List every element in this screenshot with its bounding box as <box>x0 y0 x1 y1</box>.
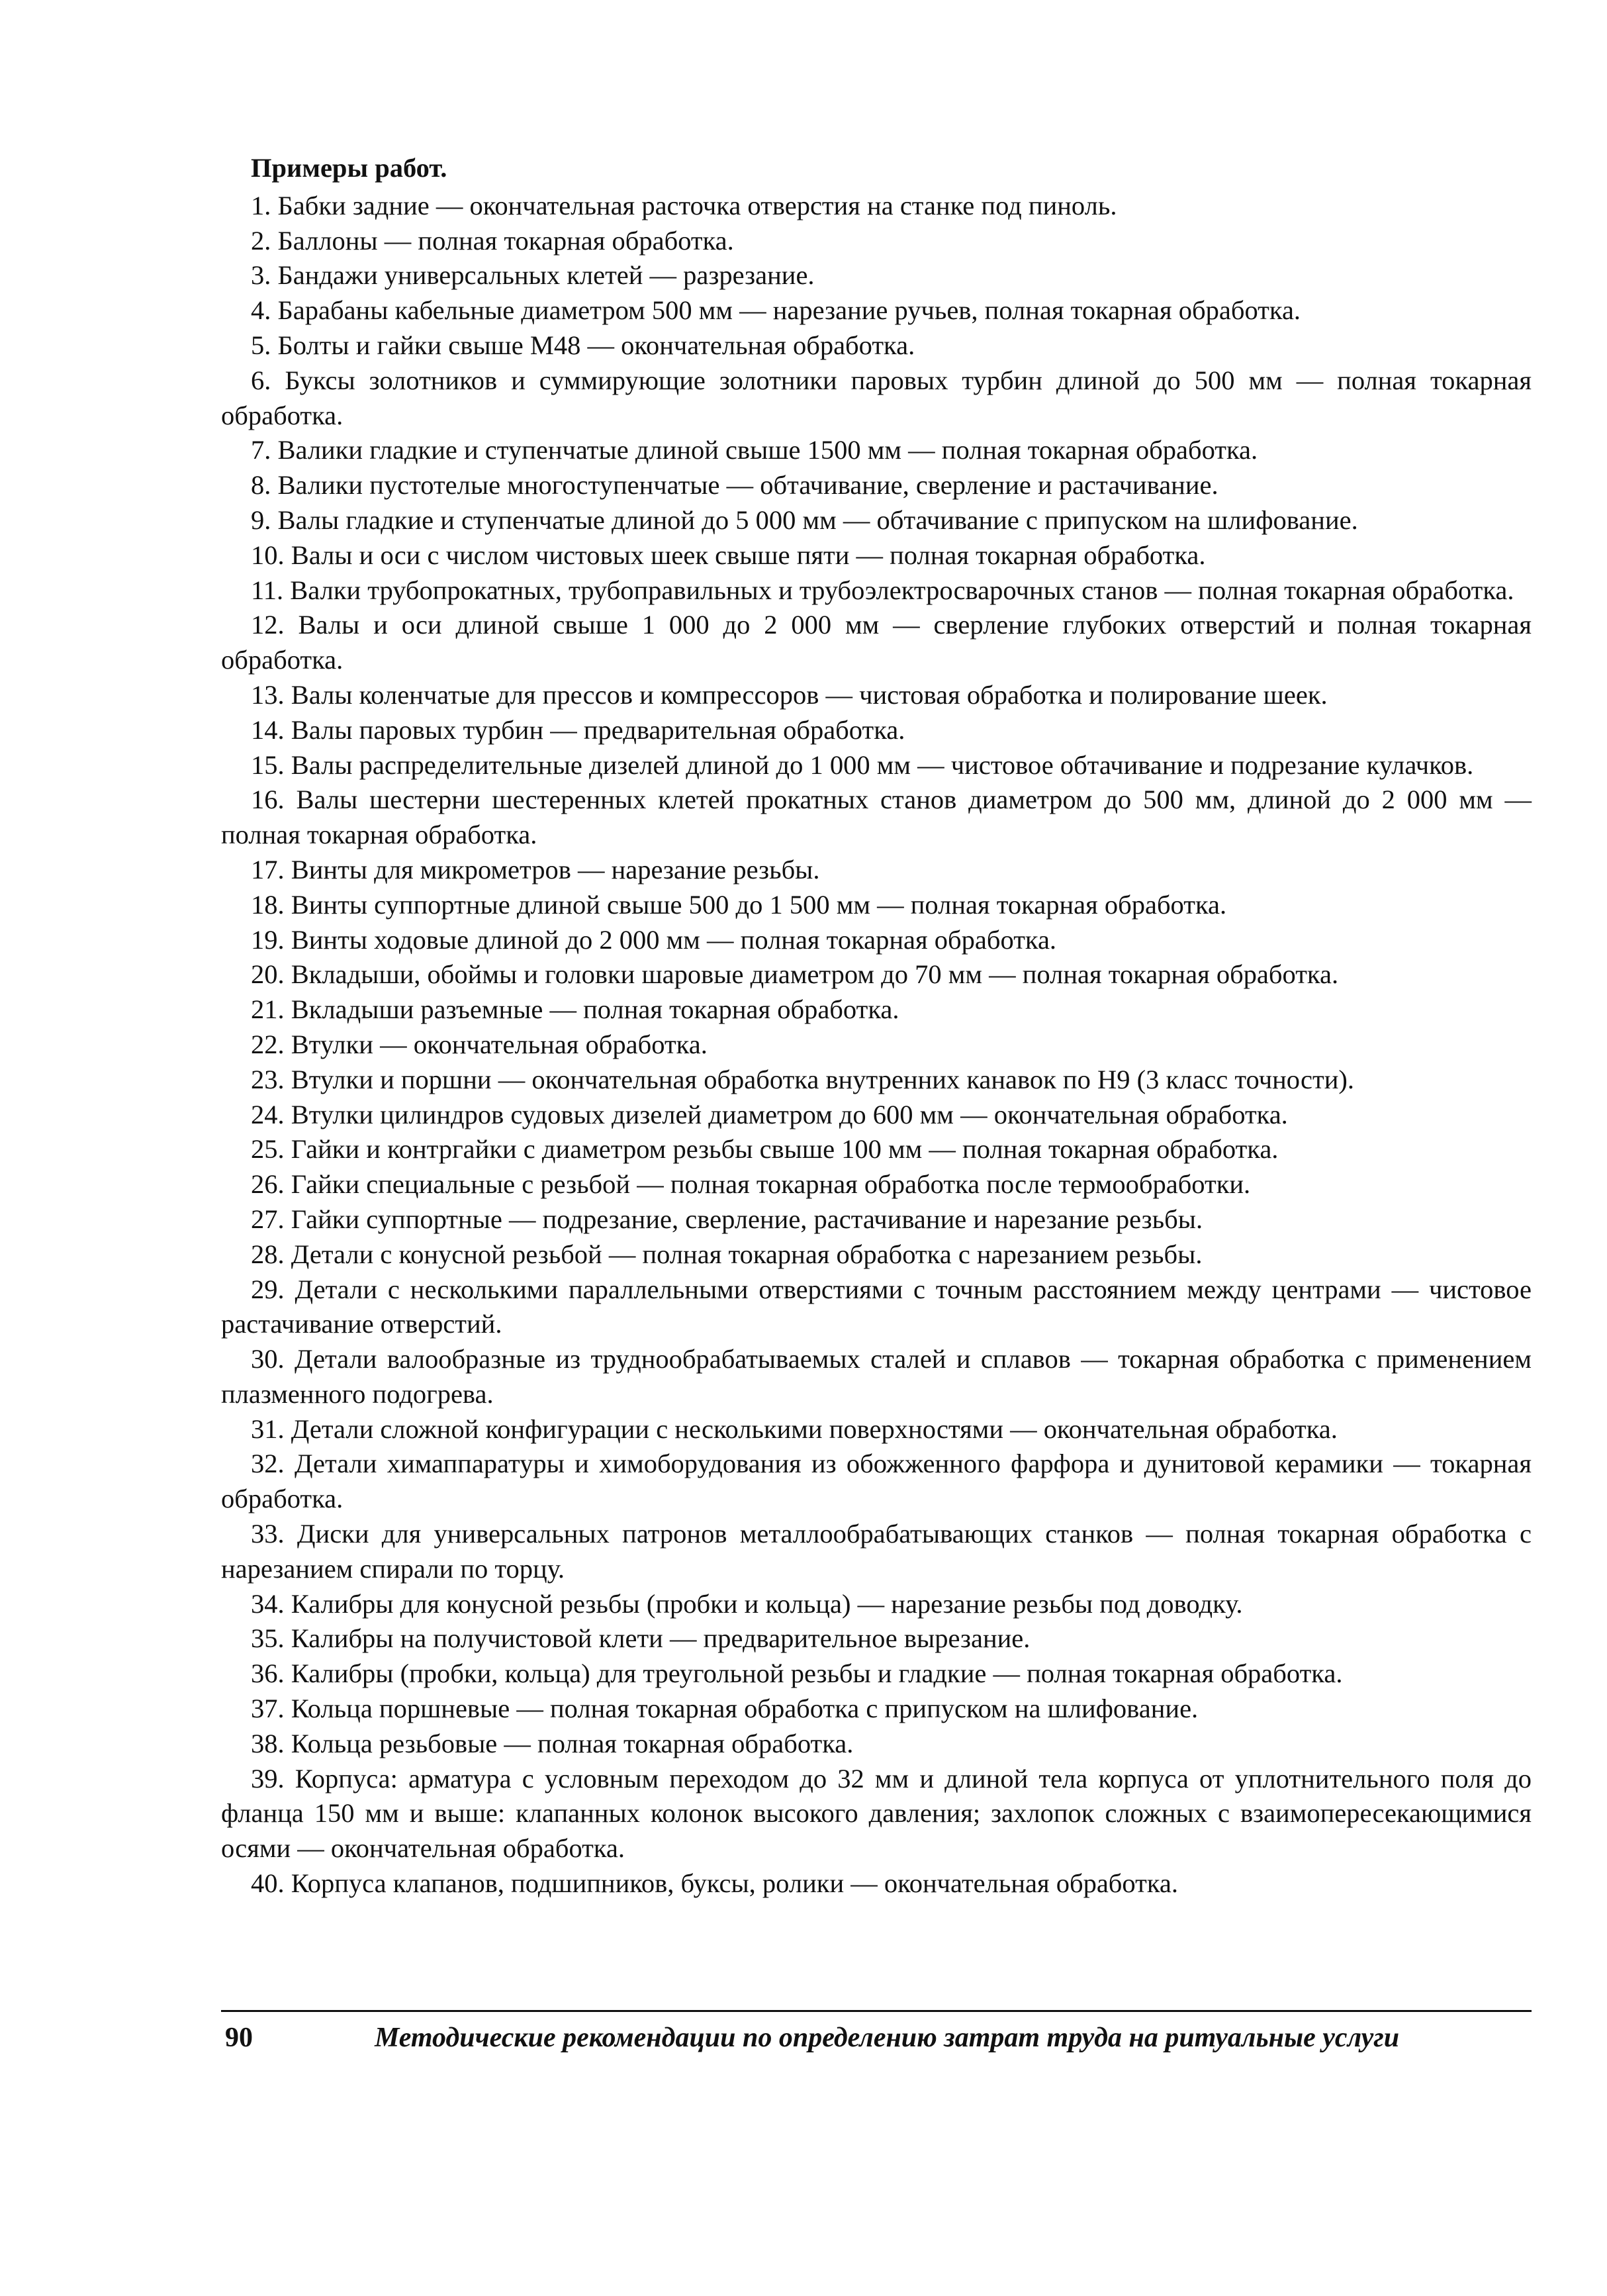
list-item: 6. Буксы золотников и суммирующие золотники паровых турбин длиной до 500 мм — полная токарная обработка. <box>221 365 1532 430</box>
list-item: 14. Валы паровых турбин — предварительная обработка. <box>251 714 905 745</box>
list-item: 15. Валы распределительные дизелей длиной до 1 000 мм — чистовое обтачивание и подрезание кулачков. <box>251 749 1474 780</box>
list-item: 4. Барабаны кабельные диаметром 500 мм — нарезание ручьев, полная токарная обработка. <box>251 295 1301 326</box>
list-item: 19. Винты ходовые длиной до 2 000 мм — полная токарная обработка. <box>251 924 1057 955</box>
list-item: 25. Гайки и контргайки с диаметром резьбы свыше 100 мм — полная токарная обработка. <box>251 1134 1279 1165</box>
list-item: 28. Детали с конусной резьбой — полная токарная обработка с нарезанием резьбы. <box>251 1239 1203 1269</box>
list-item: 9. Валы гладкие и ступенчатые длиной до 5 000 мм — обтачивание с припуском на шлифование. <box>251 504 1358 535</box>
list-item: 5. Болты и гайки свыше М48 — окончательная обработка. <box>251 330 915 360</box>
list-item: 10. Валы и оси с числом чистовых шеек свыше пяти — полная токарная обработка. <box>251 540 1206 570</box>
footer-divider <box>221 2010 1532 2012</box>
page-content <box>221 151 1532 1901</box>
list-item: 12. Валы и оси длиной свыше 1 000 до 2 000 мм — сверление глубоких отверстий и полная токарная обработка. <box>221 610 1532 675</box>
page-number: 90 <box>225 2023 253 2053</box>
list-item: 8. Валики пустотелые многоступенчатые — обтачивание, сверление и растачивание. <box>251 470 1218 501</box>
list-item: 17. Винты для микрометров — нарезание резьбы. <box>251 854 820 885</box>
list-item: 39. Корпуса: арматура с условным переходом до 32 мм и длиной тела корпуса от уплотнительного поля до фланца 150 мм и выше: клапанных колонок высокого давления; захлопок сложных с взаимопересекающимися осями — окончательная обработка. <box>221 1763 1532 1864</box>
list-item: 27. Гайки суппортные — подрезание, сверление, растачивание и нарезание резьбы. <box>251 1204 1203 1234</box>
list-item: 31. Детали сложной конфигурации с несколькими поверхностями — окончательная обработка. <box>251 1413 1338 1444</box>
list-item: 33. Диски для универсальных патронов металлообрабатывающих станков — полная токарная обработка с нарезанием спирали по торцу. <box>221 1519 1532 1584</box>
list-item: 20. Вкладыши, обоймы и головки шаровые диаметром до 70 мм — полная токарная обработка. <box>251 959 1339 990</box>
list-item: 21. Вкладыши разъемные — полная токарная обработка. <box>251 994 899 1025</box>
list-item: 1. Бабки задние — окончательная расточка отверстия на станке под пиноль. <box>251 190 1117 220</box>
list-item: 35. Калибры на получистовой клети — предварительное вырезание. <box>251 1623 1031 1654</box>
list-item: 36. Калибры (пробки, кольца) для треугольной резьбы и гладкие — полная токарная обработка. <box>251 1658 1343 1689</box>
list-item: 13. Валы коленчатые для прессов и компрессоров — чистовая обработка и полирование шеек. <box>251 679 1328 710</box>
list-item: 38. Кольца резьбовые — полная токарная обработка. <box>251 1728 854 1758</box>
list-item: 40. Корпуса клапанов, подшипников, буксы, ролики — окончательная обработка. <box>251 1868 1178 1899</box>
list-item: 32. Детали химаппаратуры и химоборудования из обожженного фарфора и дунитовой керамики — токарная обработка. <box>221 1449 1532 1514</box>
list-item: 16. Валы шестерни шестеренных клетей прокатных станов диаметром до 500 мм, длиной до 2 000 мм — полная токарная обработка. <box>221 785 1532 850</box>
list-item: 3. Бандажи универсальных клетей — разрезание. <box>251 260 815 291</box>
section-heading: Примеры работ. <box>251 153 447 183</box>
list-item: 26. Гайки специальные с резьбой — полная токарная обработка после термообработки. <box>251 1169 1251 1200</box>
list-item: 22. Втулки — окончательная обработка. <box>251 1029 708 1059</box>
list-item: 7. Валики гладкие и ступенчатые длиной свыше 1500 мм — полная токарная обработка. <box>251 435 1258 465</box>
work-examples-list <box>221 189 1532 1901</box>
list-item: 34. Калибры для конусной резьбы (пробки и кольца) — нарезание резьбы под доводку. <box>251 1588 1243 1619</box>
list-item: 37. Кольца поршневые — полная токарная обработка с припуском на шлифование. <box>251 1694 1199 1724</box>
list-item: 18. Винты суппортные длиной свыше 500 до 1 500 мм — полная токарная обработка. <box>251 889 1227 920</box>
list-item: 11. Валки трубопрокатных, трубоправильных и трубоэлектросварочных станов — полная токарная обработка. <box>251 575 1514 605</box>
list-item: 29. Детали с несколькими параллельными отверстиями с точным расстоянием между центрами — чистовое растачивание отверстий. <box>221 1274 1532 1339</box>
list-item: 30. Детали валообразные из труднообрабатываемых сталей и сплавов — токарная обработка с применением плазменного подогрева. <box>221 1344 1532 1409</box>
footer-title: Методические рекомендации по определению затрат труда на ритуальные услуги <box>375 2023 1400 2053</box>
list-item: 24. Втулки цилиндров судовых дизелей диаметром до 600 мм — окончательная обработка. <box>251 1099 1288 1129</box>
list-item: 23. Втулки и поршни — окончательная обработка внутренних канавок по Н9 (3 класс точности). <box>251 1064 1355 1094</box>
list-item: 2. Баллоны — полная токарная обработка. <box>251 225 734 256</box>
